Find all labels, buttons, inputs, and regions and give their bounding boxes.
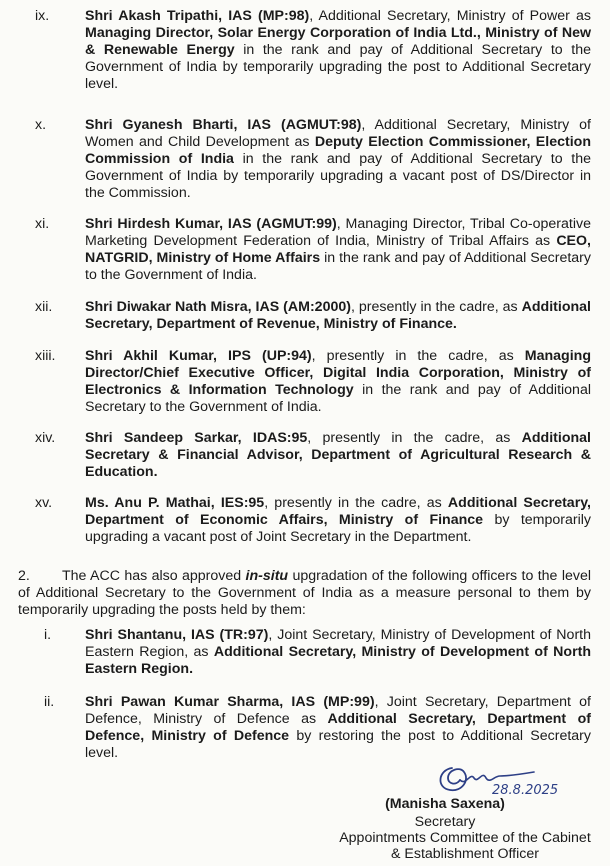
item-text: Ms. Anu P. Mathai, IES:95, presently in the cadre, as Additional Secretary, Department of Economic Affairs, Ministry of Finance by temporarily upgrading a vacant post of Joint Secretary in the Department.	[85, 495, 591, 545]
item-number: ii.	[44, 694, 55, 710]
item-text: Shri Akash Tripathi, IAS (MP:98), Additional Secretary, Ministry of Power as Managing Director, Solar Energy Corporation of India Ltd., Ministry of New & Renewable Energy in the rank and pay of Additional Secretary to the Government of India by temporarily upgrading the post to Additional Secretary level.	[85, 8, 592, 92]
item-text: Shri Pawan Kumar Sharma, IAS (MP:99), Joint Secretary, Department of Defence, Ministry of Defence as Additional Secretary, Department of Defence, Ministry of Defence by restoring the post to Additional Secretary level.	[85, 694, 591, 761]
signatory-office-line2: & Establishment Officer	[391, 846, 539, 862]
item-number: ix.	[35, 8, 50, 24]
signatory-name: (Manisha Saxena)	[385, 796, 505, 812]
list-item	[35, 117, 591, 202]
paragraph-2: 2. The ACC has also approved in-situ upgradation of the following officers to the level of Additional Secretary to the Government of India as a measure personal to them by temporarily upgrading the posts held by them:	[18, 568, 591, 618]
list-item	[35, 8, 591, 93]
item-number: x.	[35, 117, 47, 133]
item-number: xii.	[35, 299, 53, 315]
item-number: xv.	[35, 495, 53, 511]
list-item	[35, 348, 591, 416]
item-text: Shri Diwakar Nath Misra, IAS (AM:2000), presently in the cadre, as Additional Secretary, Department of Revenue, Ministry of Finance.	[85, 299, 591, 332]
item-text: Shri Shantanu, IAS (TR:97), Joint Secretary, Ministry of Development of North Eastern Region, as Additional Secretary, Ministry of Development of North Eastern Region.	[85, 627, 592, 677]
list-item	[35, 216, 591, 284]
list-item	[35, 299, 591, 333]
item-text: Shri Akhil Kumar, IPS (UP:94), presently in the cadre, as Managing Director/Chief Executive Officer, Digital India Corporation, Ministry of Electronics & Information Technology in the rank and pay of Additional Secretary to the Government of India.	[85, 348, 591, 415]
item-text: Shri Sandeep Sarkar, IDAS:95, presently in the cadre, as Additional Secretary & Financial Advisor, Department of Agricultural Research & Education.	[85, 430, 591, 480]
item-text: Shri Hirdesh Kumar, IAS (AGMUT:99), Managing Director, Tribal Co-operative Marketing Development Federation of India, Ministry of Tribal Affairs as CEO, NATGRID, Ministry of Home Affairs in the rank and pay of Additional Secretary to the Government of India.	[85, 216, 591, 283]
signature-image	[430, 752, 590, 798]
item-number: xiii.	[35, 348, 56, 364]
paragraph-number: 2.	[18, 568, 30, 584]
item-number: i.	[44, 627, 52, 643]
item-number: xiv.	[35, 430, 56, 446]
sub-list-item	[44, 627, 591, 678]
signatory-designation: Secretary	[414, 814, 476, 830]
item-number: xi.	[35, 216, 50, 232]
list-item	[35, 495, 591, 546]
list-item	[35, 430, 591, 481]
signatory-office: Appointments Committee of the Cabinet	[339, 830, 591, 846]
signature-date: 28.8.2025	[492, 783, 559, 798]
item-text: Shri Gyanesh Bharti, IAS (AGMUT:98), Additional Secretary, Ministry of Women and Child Development as Deputy Election Commissioner, Election Commission of India in the rank and pay of Additional Secretary to the Government of India by temporarily upgrading a vacant post of DS/Director in the Commission.	[85, 117, 591, 201]
